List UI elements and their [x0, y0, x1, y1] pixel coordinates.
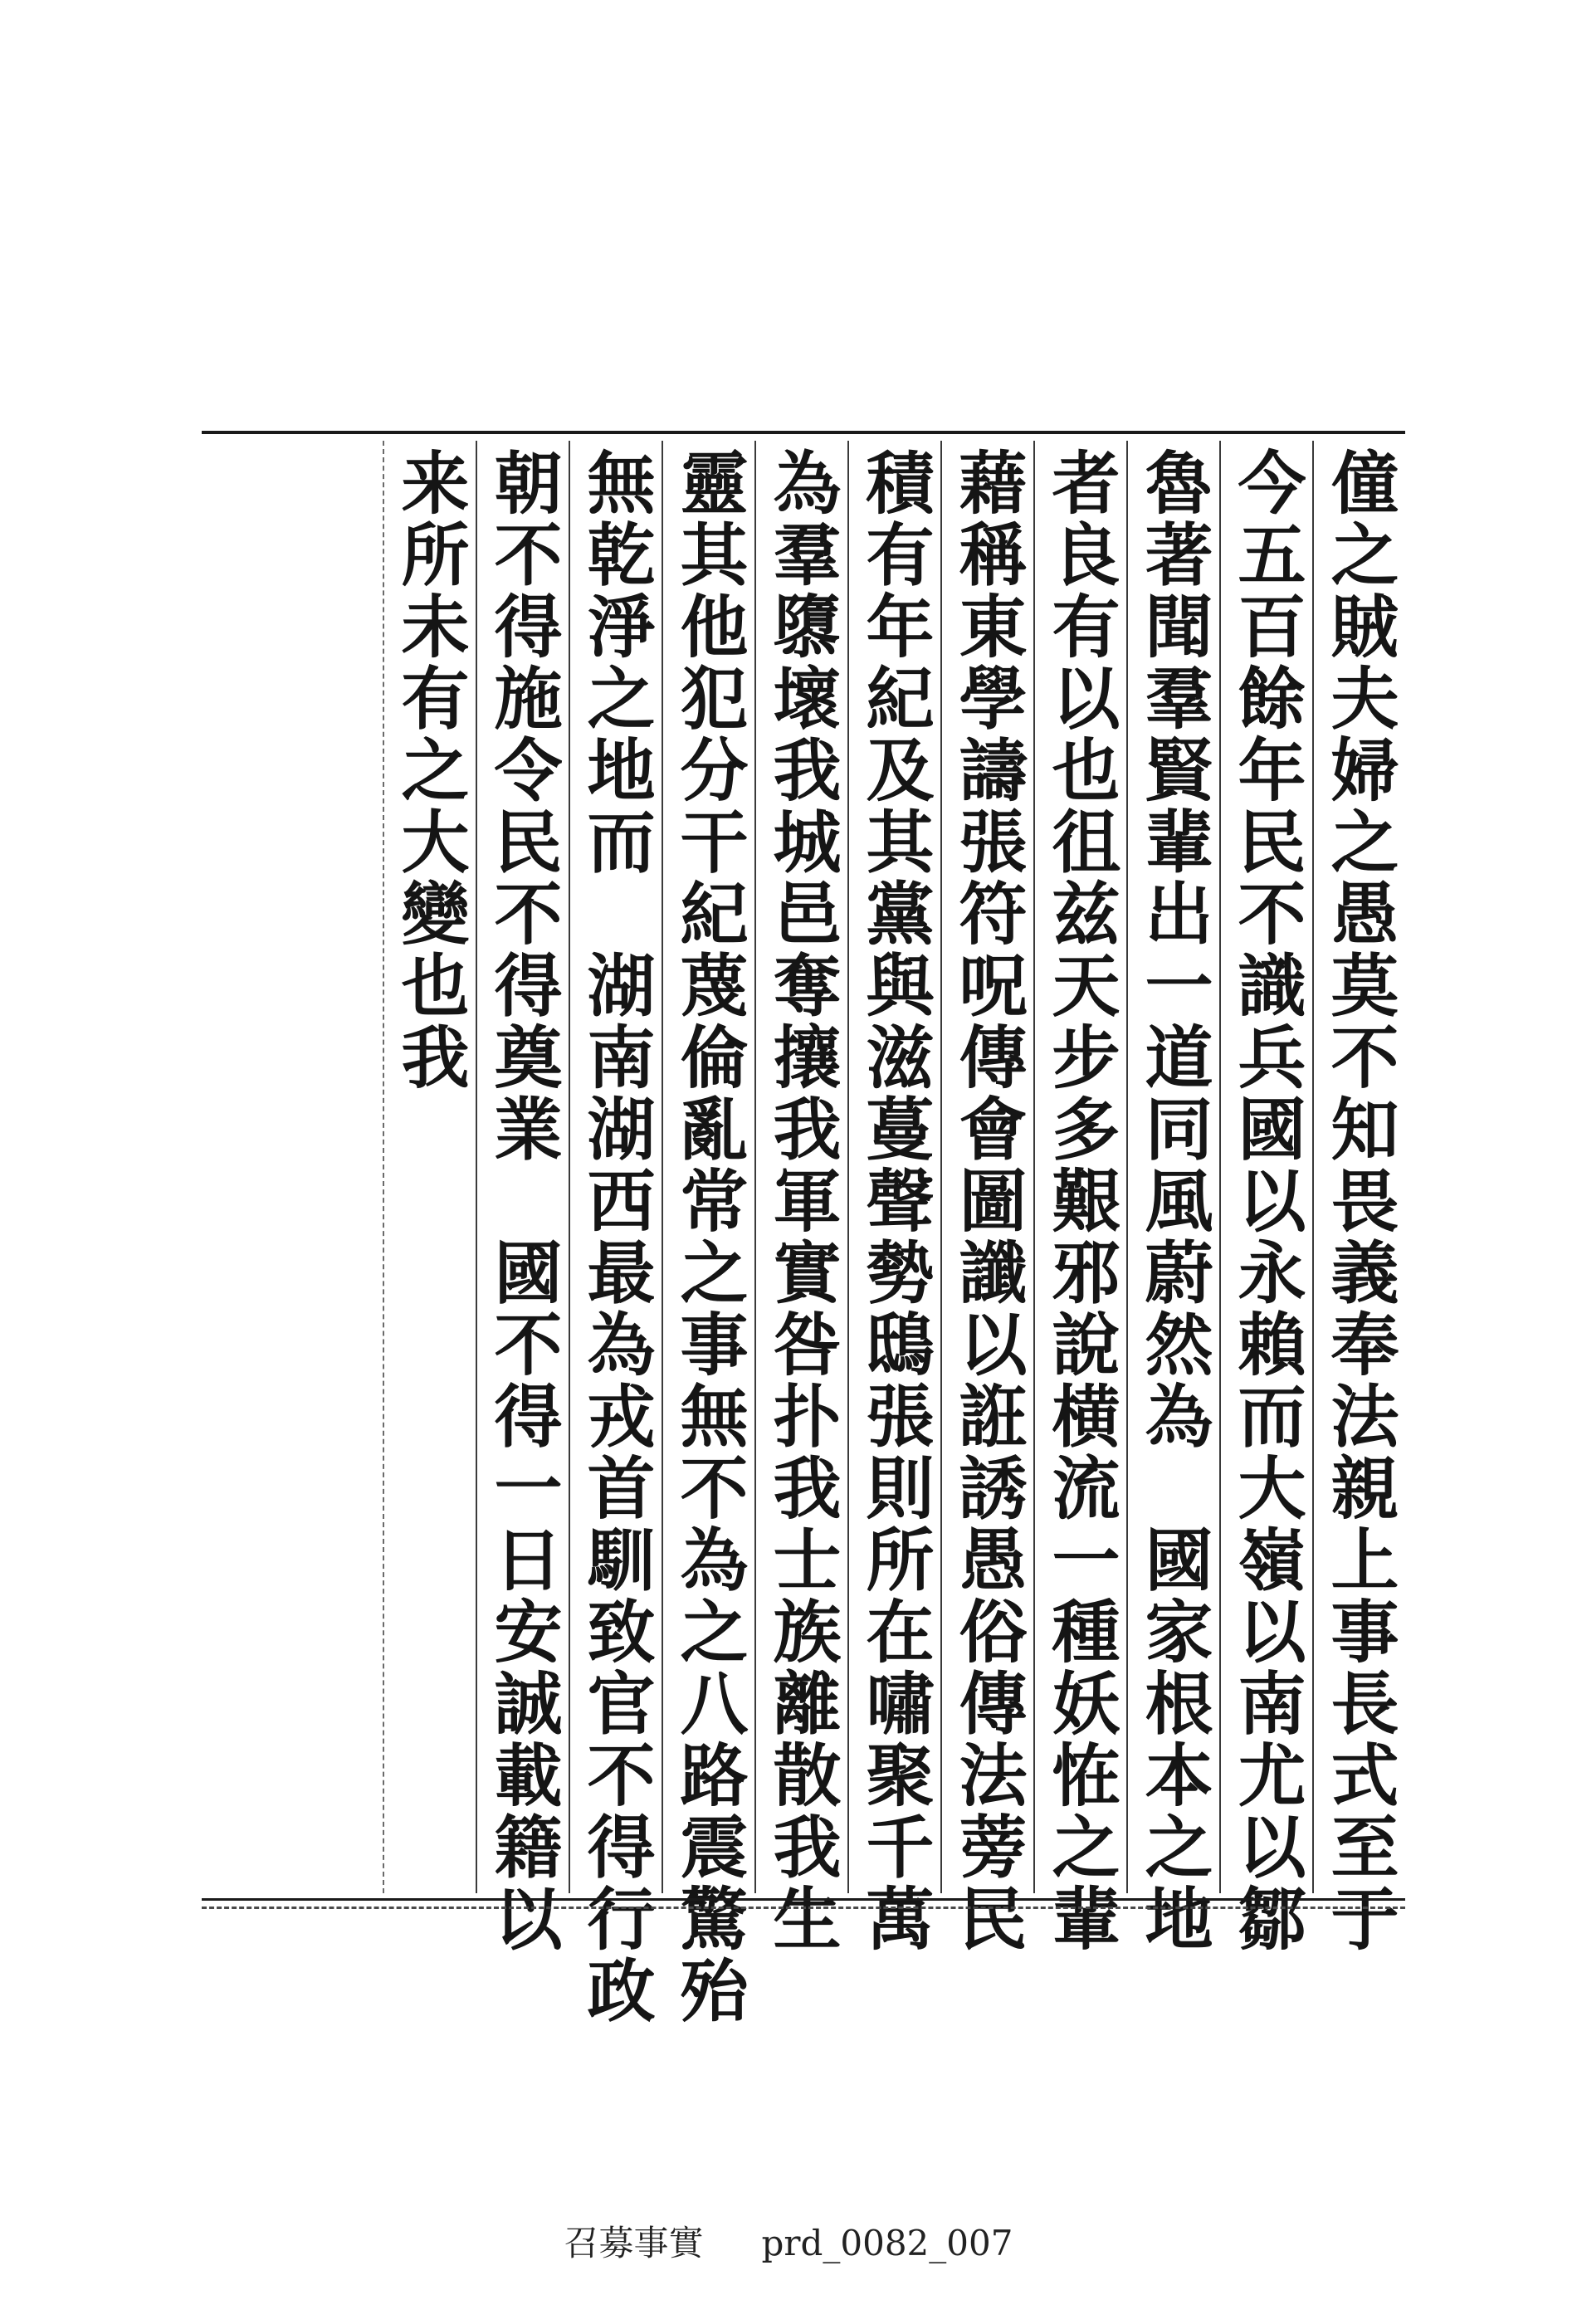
- column-text: 無乾淨之地而 湖南湖西最為戎首馴致官不得行政: [576, 447, 656, 2027]
- text-column: [662, 441, 754, 2027]
- text-column: [940, 441, 1033, 1955]
- column-text: 靈其他犯分干紀蔑倫亂常之事無不為之八路震驚殆: [669, 447, 749, 2027]
- column-text: 者良有以也徂兹天步多艱邪說横流一種妖恠之輩: [1041, 447, 1120, 1955]
- column-text: 魯著聞羣賢輩出一道同風蔚然為 國家根本之地: [1134, 447, 1213, 1955]
- text-column: [476, 441, 569, 1955]
- text-area: [202, 441, 1405, 2027]
- column-text: 積有年紀及其黨與滋蔓聲勢鴟張則所在嘯聚千萬: [855, 447, 935, 1955]
- text-column: [1219, 441, 1312, 1955]
- text-column: [754, 441, 847, 1955]
- column-text: 朝不得施令民不得奠業 國不得一日安誠載籍以: [483, 447, 563, 1955]
- column-text: 藉稱東學譸張符呪傳會圖讖以誑誘愚俗傳法蒡民: [948, 447, 1028, 1955]
- column-text: 今五百餘年民不識兵國以永賴而大嶺以南尤以鄒: [1227, 447, 1306, 1955]
- text-column: [1312, 441, 1405, 1955]
- top-rule: [202, 431, 1405, 434]
- page-footer: [0, 2216, 1577, 2266]
- text-column: [1126, 441, 1219, 1955]
- column-text: 僮之賊夫婦之愚莫不知畏義奉法親上事長式至于: [1320, 447, 1399, 1955]
- footer-code: prd_0082_007: [761, 2223, 1013, 2263]
- bottom-rule: [202, 1898, 1405, 1901]
- text-column: [569, 441, 662, 2027]
- column-text: 来所未有之大變也我: [390, 447, 470, 1094]
- column-text: 為羣隳壞我城邑奪攘我軍實咎扑我士族離散我生: [762, 447, 842, 1955]
- page-block: [202, 431, 1405, 2027]
- text-column: [1033, 441, 1126, 1955]
- text-column: [383, 441, 476, 1893]
- bottom-rule-dashed: [202, 1907, 1405, 1909]
- text-column: [847, 441, 940, 1955]
- footer-title: 召募事實: [564, 2223, 704, 2263]
